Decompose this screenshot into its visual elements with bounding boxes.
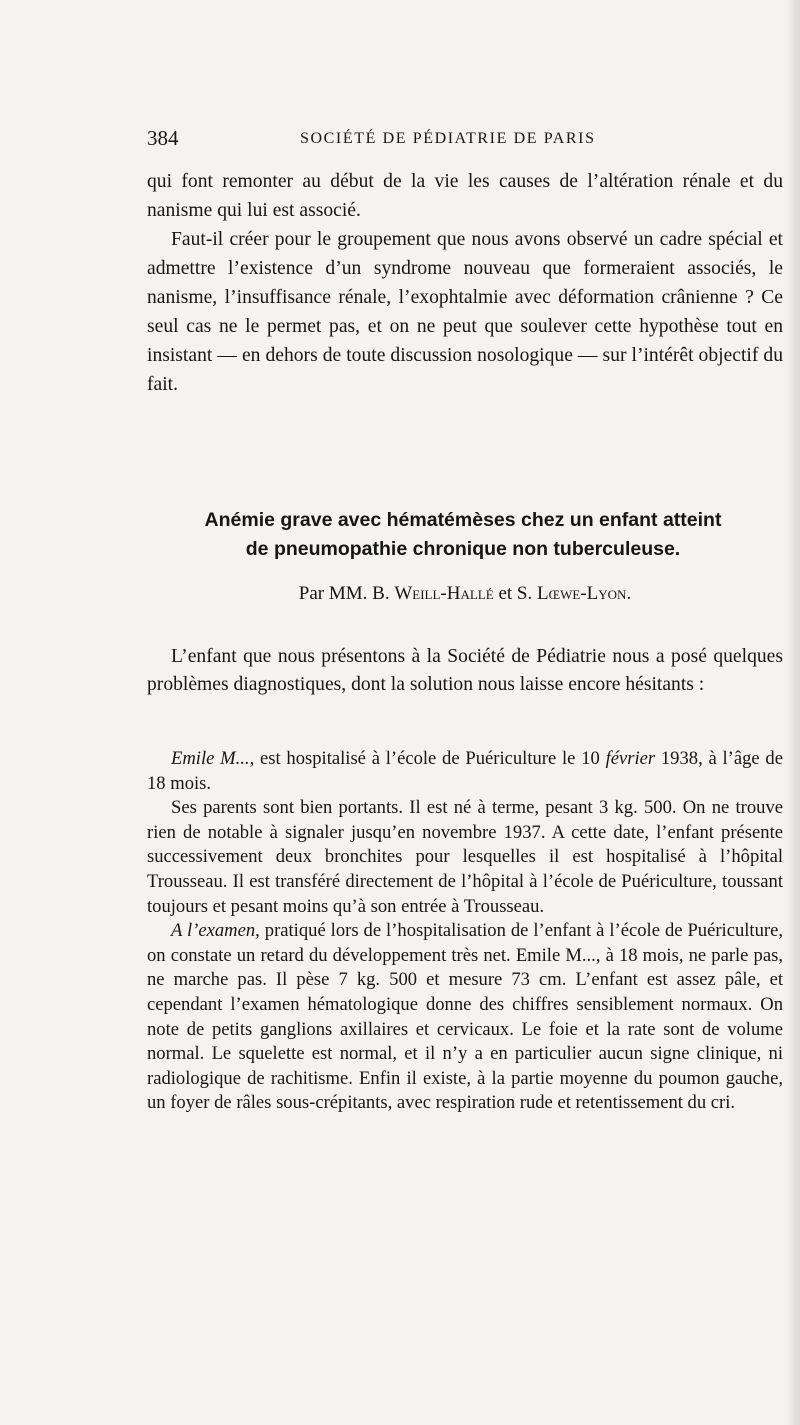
authors-prefix: Par MM. B. <box>298 583 390 604</box>
article-lead <box>147 643 783 699</box>
paragraph: L’enfant que nous présentons à la Société de Pédiatrie nous a posé quelques problèmes diagnostiques, dont la solution nous laisse encore hésitants : <box>147 646 783 695</box>
paragraph: A l’examen, pratiqué lors de l’hospitalisation de l’enfant à l’école de Puériculture, on constate un retard du développement très net. Emile M..., à 18 mois, ne parle pas, ne marche pas. Il pèse 7 kg. 500 et mesure 73 cm. L’enfant est assez pâle, et cependant l’examen hématologique donne des chiffres sensiblement normaux. On note de petits ganglions axillaires et cervicaux. Le foie et la rate sont de volume normal. Le squelette est normal, et il n’y a en particulier aucun signe clinique, ni radiologique de rachitisme. Enfin il existe, à la partie moyenne du poumon gauche, un foyer de râles sous-crépitants, avec respiration rude et retentissement du cri. <box>147 920 783 1114</box>
page-number: 384 <box>147 126 179 150</box>
journal-title: SOCIÉTÉ DE PÉDIATRIE DE PARIS <box>300 130 596 147</box>
article-title-line: Anémie grave avec hématémèses chez un enfant atteint <box>204 509 722 531</box>
page-edge-shadow <box>786 0 800 1425</box>
paragraph: Ses parents sont bien portants. Il est né à terme, pesant 3 kg. 500. On ne trouve rien de notable à signaler jusqu’en novembre 1937. A cette date, l’enfant présente successivement deux bronchites pour lesquelles il est hospitalisé à l’hôpital Trousseau. Il est transféré directement de l’hôpital à l’école de Puériculture, toussant toujours et pesant moins qu’à son entrée à Trousseau. <box>147 797 783 917</box>
authors-conjunction: et S. <box>498 583 533 604</box>
paragraph: Faut-il créer pour le groupement que nous avons observé un cadre spécial et admettre l’existence d’un syndrome nouveau que formeraient associés, le nanisme, l’insuffisance rénale, l’exophtalmie avec déformation crânienne ? Ce seul cas ne le permet pas, et on ne peut que soulever cette hypothèse tout en insistant — en dehors de toute discussion nosologique — sur l’intérêt objectif du fait. <box>147 229 783 395</box>
section-label: A l’examen, <box>171 920 260 942</box>
paragraph: Emile M..., est hospitalisé à l’école de Puériculture le 10 février 1938, à l’âge de 18 mois. <box>147 748 783 794</box>
author-name: Weill-Hallé <box>394 583 494 604</box>
admission-month: février <box>605 748 656 769</box>
article-authors <box>147 580 783 608</box>
author-name: Lœwe-Lyon. <box>536 583 632 604</box>
running-header <box>147 126 787 156</box>
patient-name: Emile M..., <box>171 748 255 769</box>
article-title-line: de pneumopathie chronique non tuberculeuse. <box>245 538 681 560</box>
case-report <box>147 747 783 1116</box>
previous-article-conclusion <box>147 167 783 399</box>
article-title <box>140 506 786 564</box>
paragraph: qui font remonter au début de la vie les causes de l’altération rénale et du nanisme qui lui est associé. <box>147 171 783 221</box>
